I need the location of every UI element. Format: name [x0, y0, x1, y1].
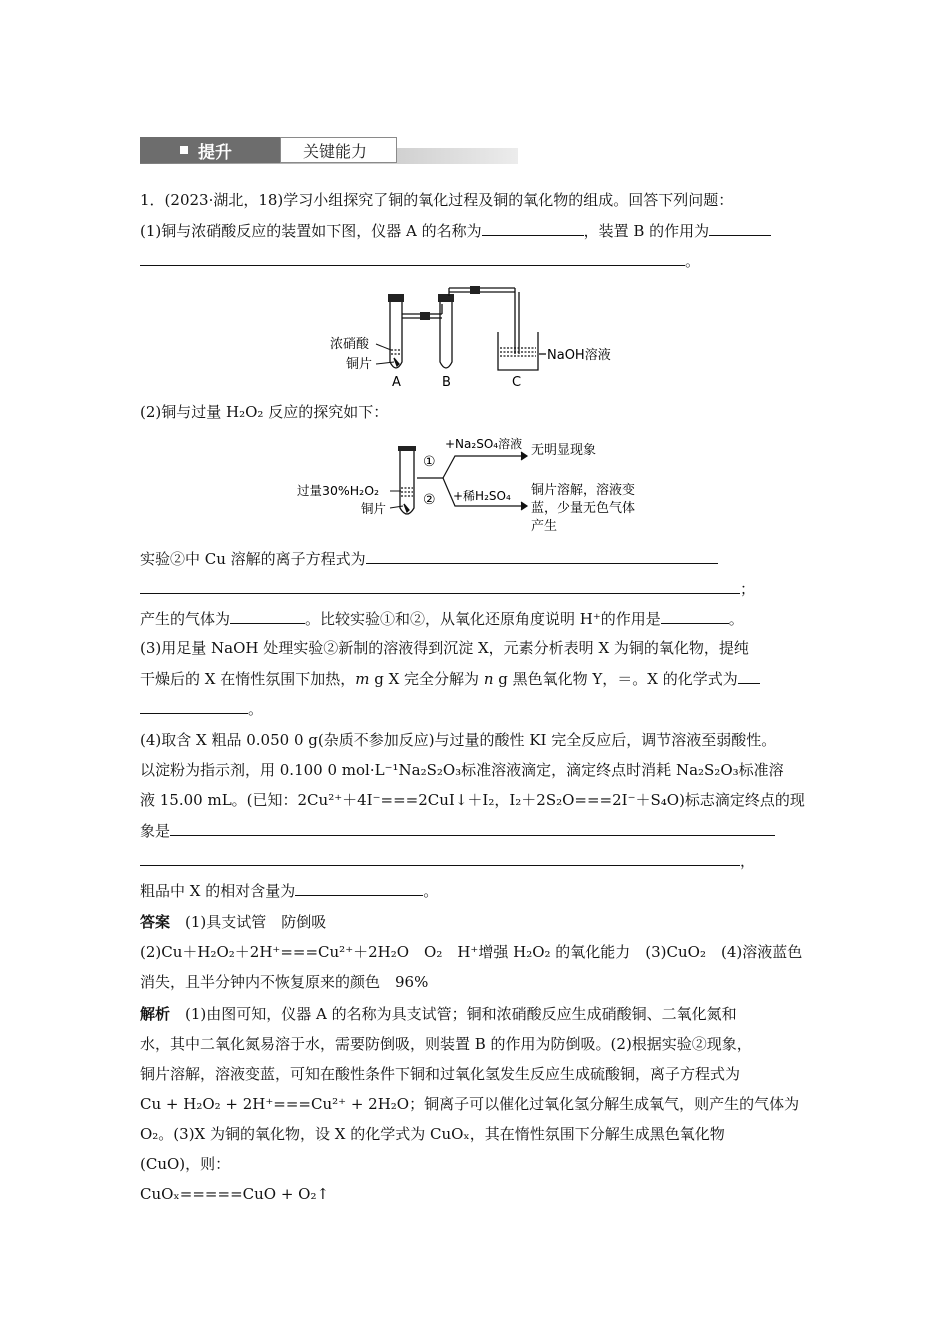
banner-tag: 提升 [198, 143, 232, 163]
var-n: n [483, 670, 494, 688]
end-dot: 。 [248, 700, 264, 718]
part3-line-3 [140, 698, 263, 719]
end-dot: 。 [423, 882, 439, 900]
circle-one: ① [423, 454, 436, 470]
question-intro: 1．(2023·湖北，18)学习小组探究了铜的氧化过程及铜的氧化物的组成。回答下列问题： [140, 191, 734, 209]
result-line-1: 铜片溶解，溶液变 [531, 483, 636, 498]
answer-blank [482, 220, 584, 236]
label-c: C [512, 375, 522, 390]
result-line-3: 产生 [531, 519, 558, 534]
answer-blank [738, 668, 760, 684]
tube-a [388, 294, 420, 368]
part2-text: 实验②中 Cu 溶解的离子方程式为 [140, 550, 366, 568]
label-copper-sheet: 铜片 [346, 357, 373, 372]
part4-line-4 [140, 820, 775, 841]
analysis-line-3: 铜片溶解，溶液变蓝，可知在酸性条件下铜和过氧化氢发生反应生成硫酸铜，离子方程式为 [140, 1065, 741, 1083]
beaker-c [498, 332, 546, 370]
result-no-phenomenon: 无明显现象 [531, 443, 597, 458]
banner-title: 关键能力 [303, 142, 368, 161]
semicolon: ； [740, 580, 756, 598]
part2-equation-line [140, 548, 718, 569]
part4-line-3: 液 15.00 mL。(已知：2Cu²⁺＋4I⁻===2CuI↓＋I₂，I₂＋2S₂O===2I⁻＋S₄O)标志滴定终点的现 [140, 791, 805, 809]
answer-line-3: 消失，且半分钟内不恢复原来的颜色 96% [140, 973, 429, 991]
answer-blank [140, 850, 740, 866]
question-part2: (2)铜与过量 H₂O₂ 反应的探究如下： [140, 403, 389, 421]
square-bullet-icon [180, 146, 188, 154]
part2-gas-line [140, 608, 744, 629]
part3-text-a: 干燥后的 X 在惰性氛围下加热， [140, 670, 356, 688]
analysis-line-1 [140, 1004, 737, 1024]
gas-text: 产生的气体为 [140, 610, 231, 628]
part4-text: 象是 [140, 822, 171, 840]
answer-label: 答案 [140, 913, 171, 931]
part1-text-b: ，装置 B 的作用为 [583, 222, 710, 240]
analysis-line-4: Cu + H₂O₂ + 2H⁺===Cu²⁺ + 2H₂O；铜离子可以催化过氧化氢分解生成氧气，则产生的气体为 [140, 1095, 800, 1113]
analysis-label: 解析 [140, 1005, 171, 1023]
answer-blank [140, 250, 685, 266]
question-part1-cont [140, 250, 700, 271]
end-dot: 。 [685, 252, 701, 270]
part3-line-2 [140, 668, 760, 689]
analysis-text-1: (1)由图可知，仪器 A 的名称为具支试管；铜和浓硝酸反应生成硝酸铜、二氧化氮和 [185, 1005, 737, 1023]
label-naoh-solution: NaOH溶液 [547, 348, 611, 363]
apparatus-figure [320, 282, 630, 392]
answer-blank [230, 608, 305, 624]
answer-blank [709, 220, 771, 236]
analysis-line-7: CuOₓ=====CuO + O₂↑ [140, 1185, 330, 1203]
part3-line-1: (3)用足量 NaOH 处理实验②新制的溶液得到沉淀 X，元素分析表明 X 为铜的氧化物，提纯 [140, 639, 749, 657]
label-copper-sheet-2: 铜片 [361, 501, 387, 516]
test-tube [398, 446, 416, 514]
h2o2-experiment-figure [295, 428, 665, 538]
label-b: B [442, 375, 451, 390]
part4-line-5 [140, 850, 755, 871]
answer-blank [140, 578, 740, 594]
h-plus-text: 。比较实验①和②，从氧化还原角度说明 H⁺的作用是 [305, 610, 661, 628]
question-part1 [140, 220, 771, 241]
reagent-na2so4: +Na₂SO₄溶液 [445, 437, 523, 451]
end-dot: 。 [728, 610, 744, 628]
answer-blank [366, 548, 718, 564]
tube-b [438, 286, 519, 368]
answer-blank [661, 608, 729, 624]
part4-line-1: (4)取含 X 粗品 0.050 0 g(杂质不参加反应)与过量的酸性 KI 完全反应后，调节溶液至弱酸性。 [140, 731, 777, 749]
result-line-2: 蓝，少量无色气体 [531, 501, 636, 516]
part4-line-6 [140, 880, 438, 901]
label-excess-h2o2: 过量30%H₂O₂ [297, 483, 380, 498]
reagent-dilute-h2so4: +稀H₂SO₄ [453, 489, 511, 503]
answer-line-2: (2)Cu＋H₂O₂＋2H⁺===Cu²⁺＋2H₂O O₂ H⁺增强 H₂O₂ 的氧化能力 (3)CuO₂ (4)溶液蓝色 [140, 943, 803, 961]
circle-two: ② [423, 492, 436, 508]
part3-text-b: g X 完全分解为 [369, 670, 484, 688]
answer-blank [170, 820, 775, 836]
answer-blank [295, 880, 423, 896]
var-m: m [355, 670, 370, 688]
part4-content-text: 粗品中 X 的相对含量为 [140, 882, 296, 900]
answer-blank [140, 698, 248, 714]
part2-equation-cont [140, 578, 755, 599]
label-a: A [392, 375, 401, 390]
part4-line-2: 以淀粉为指示剂，用 0.100 0 mol·L⁻¹Na₂S₂O₃标准溶液滴定，滴定终点时消耗 Na₂S₂O₃标准溶 [140, 761, 784, 779]
part1-text-a: (1)铜与浓硝酸反应的装置如下图，仪器 A 的名称为 [140, 222, 482, 240]
analysis-line-5: O₂。(3)X 为铜的氧化物，设 X 的化学式为 CuOₓ，其在惰性氛围下分解生成黑色氧化物 [140, 1125, 725, 1143]
answer-text-1: (1)具支试管 防倒吸 [185, 913, 327, 931]
section-banner [140, 135, 518, 165]
label-concentrated-nitric-acid: 浓硝酸 [330, 337, 370, 352]
answer-line-1 [140, 912, 326, 932]
part3-text-c: g 黑色氧化物 Y，＝。X 的化学式为 [493, 670, 738, 688]
comma: ， [740, 852, 756, 870]
analysis-line-6: (CuO)，则： [140, 1155, 231, 1173]
analysis-line-2: 水，其中二氧化氮易溶于水，需要防倒吸，则装置 B 的作用为防倒吸。(2)根据实验②现象， [140, 1035, 752, 1053]
